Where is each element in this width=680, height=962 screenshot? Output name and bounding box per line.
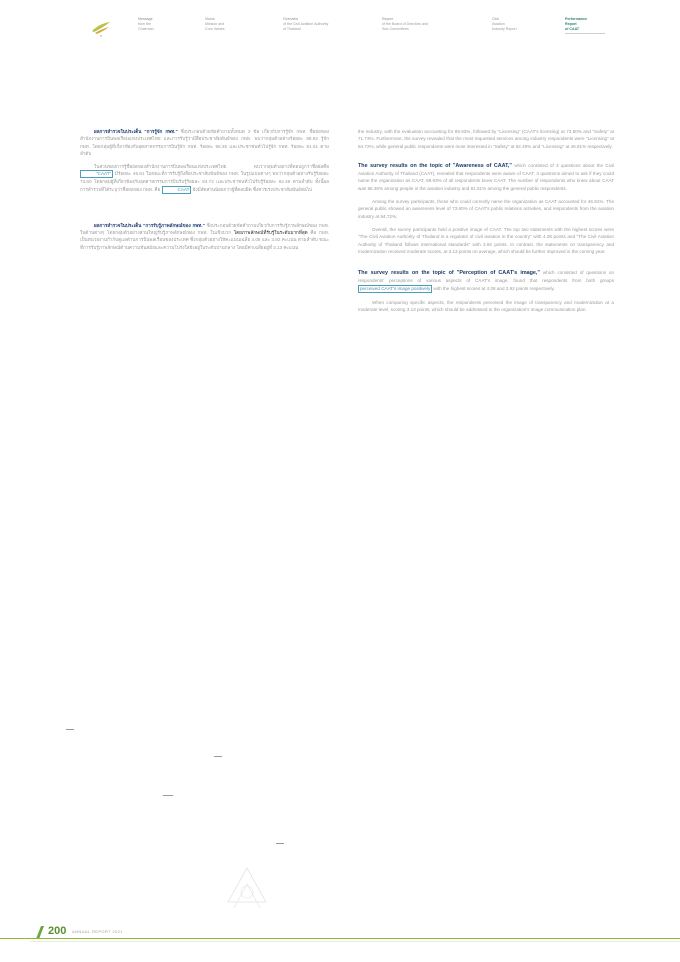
right-paragraph-services: the industry, with the evaluation accounting for 89.93%, followed by "Licensing" (CAAT's licensing) at 73.60% and "Safety" at 71.73%. Furthermore, the survey revealed that the most requested services among industry respondents were "Licensing" at 84.72%, while general public respondents were most interested in "Safety" at 62.49% and "Licensing" at 46.81% respectively. [358, 129, 614, 149]
right-paragraph-positive-image: Overall, the survey participants held a positive image of CAAT. The top two statements with the highest scores were "The Civil Aviation Authority of Thailand is a regulator of civil aviation in the country" with 4.08 points and "The Civil Aviation Authority of Thailand follows international standards" with 3.92 points. In contrast, the statements on transparency and modernization received moderate scores, at 3.13 points on average, which should be further improved in the coming year. [358, 226, 614, 254]
highlight-box-caat-2: CAAT [162, 186, 192, 194]
nav-item-chairman-message[interactable]: Message from the Chairman [138, 17, 154, 31]
right-paragraph-awareness: The survey results on the topic of "Awareness of CAAT," which consisted of 3 questions about the Civil Aviation Authority of Thailand (CAAT), revealed that respondents were aware of CAAT. 3 questions aimed to ask if they could name the organization as CAAT, 89.93% of all respondents knew CAAT. The number of respondents who knew about CAAT was 98.35% among people in the aviation industry and 81.51% among the general public respondents. [358, 162, 614, 191]
right-heading-awareness: The survey results on the topic of "Awareness of CAAT," [358, 162, 512, 169]
left-heading-image: ผลการสำรวจในประเด็น "การรับรู้ภาพลักษณ์ของ กพท." [94, 222, 205, 228]
footer-rule-shadow [30, 941, 680, 942]
nav-item-board-report[interactable]: Report of the Board of Directors and Sub-Committees [382, 17, 428, 31]
nav-item-vision-mission[interactable]: Vision Mission and Core Values [205, 17, 225, 31]
left-column [80, 128, 329, 257]
right-column [358, 128, 614, 319]
nav-item-industry-report[interactable]: Civil Aviation Industry Report [492, 17, 517, 31]
stray-mark [276, 843, 284, 844]
highlight-box-perceived: perceived CAAT's image positively [360, 285, 431, 291]
nav-item-performance-report[interactable]: Performance Report of CAAT [565, 17, 605, 34]
right-paragraph-comparison: When comparing specific aspects, the respondents perceived the image of transparency and modernization at a moderate level, scoring 3.13 points, which should be addressed in the organization's image communication plan. [358, 299, 614, 313]
left-highlight-image: โดยภาพลักษณ์ที่รับรู้ในระดับมากที่สุด [233, 230, 308, 236]
page-footer [0, 920, 680, 962]
page-number: 200 [48, 925, 67, 937]
right-heading-perception: The survey results on the topic of "Perception of CAAT's image," [358, 270, 540, 277]
left-paragraph-abbreviation: ในส่วนของการรู้ชื่อย่อของสำนักงานการบินพลเรือนแห่งประเทศไทย พบว่ากลุ่มตัวอย่างที่ตอบถูกว่าชื่อย่อคือ "CAAT" มีร้อยละ 46.81 ในขณะที่การรับรู้ถึงสื่อประชาสัมพันธ์ของ กพท. ในรูปแบบต่างๆ พบว่ากลุ่มตัวอย่างรับรู้ร้อยละ 73.60 โดยกลุ่มผู้ที่เกี่ยวข้องกับอุตสาหกรรมการบินรับรู้ร้อยละ 84.72 และประชาชนทั่วไปรับรู้ร้อยละ 62.49 ตามลำดับ ทั้งนี้ผลการสำรวจที่ได้ระบุว่าชื่อย่อของ กพท. คือ CAAT ยังมีสัดส่วนน้อยกว่าผู้ที่ตอบผิด ซึ่งควรเร่งประชาสัมพันธ์ต่อไป [80, 164, 329, 192]
active-underline [565, 33, 605, 34]
stray-mark [66, 729, 74, 730]
left-paragraph-image: ผลการสำรวจในประเด็น "การรับรู้ภาพลักษณ์ของ กพท." ซึ่งประกอบด้วยข้อคำถามเกี่ยวกับการรับรู้ภาพลักษณ์ของ กพท. ในด้านต่างๆ โดยกลุ่มตัวอย่างส่วนใหญ่รับรู้ภาพลักษณ์ของ กพท. ในเชิงบวก โดยภาพลักษณ์ที่รับรู้ในระดับมากที่สุด คือ กพท. เป็นหน่วยงานกำกับดูแลด้านการบินพลเรือนของประเทศ ซึ่งกลุ่มตัวอย่างให้คะแนนเฉลี่ย 4.08 และ 3.92 คะแนน ตามลำดับ ขณะที่การรับรู้ภาพลักษณ์ด้านความทันสมัยและความโปร่งใสยังอยู่ในระดับปานกลาง โดยมีค่าเฉลี่ยอยู่ที่ 3.13 คะแนน [80, 222, 330, 250]
highlight-box-caat: "CAAT" [80, 170, 113, 178]
footer-rule [0, 938, 680, 939]
caat-logo-icon [88, 16, 114, 42]
left-paragraph-awareness: ผลการสำรวจในประเด็น "การรู้จัก กพท." ซึ่งประกอบด้วยข้อคำถามทั้งหมด 3 ข้อ เกี่ยวกับการรู้จัก กพท. ชื่อย่อของสำนักงานการบินพลเรือนแห่งประเทศไทย และการรับรู้ว่ามีสื่อประชาสัมพันธ์ของ กพท. พบว่ากลุ่มตัวอย่างร้อยละ 89.93 รู้จัก กพท. โดยกลุ่มผู้ที่เกี่ยวข้องกับอุตสาหกรรมการบินรู้จัก กพท. ร้อยละ 98.35 และประชาชนทั่วไปรู้จัก กพท. ร้อยละ 81.51 ตามลำดับ [80, 129, 329, 156]
stray-mark [214, 756, 222, 757]
right-paragraph-perception: The survey results on the topic of "Perception of CAAT's image," which consisted of questions on respondents' perceptions of various aspects of CAAT's image, found that respondents from both groups perceived CAAT's image positively with the highest scores at 4.08 and 3.92 points respectively. [358, 270, 614, 291]
footer-decoration-icon [222, 862, 272, 916]
nav-item-overview[interactable]: Overview of the Civil Aviation Authority of Thailand [283, 17, 329, 31]
stray-mark [163, 795, 173, 796]
right-paragraph-abbreviation: Among the survey participants, those who could correctly name the organization as CAAT accounted for 46.81%. The general public showed an awareness level of 73.60% of CAAT's public relations activities, and respondents from the aviation industry at 84.72%. [358, 199, 614, 219]
left-heading-awareness: ผลการสำรวจในประเด็น "การรู้จัก กพท." [94, 129, 178, 134]
top-navigation [88, 16, 622, 46]
footer-report-label: ANNUAL REPORT 2021 [72, 929, 123, 934]
